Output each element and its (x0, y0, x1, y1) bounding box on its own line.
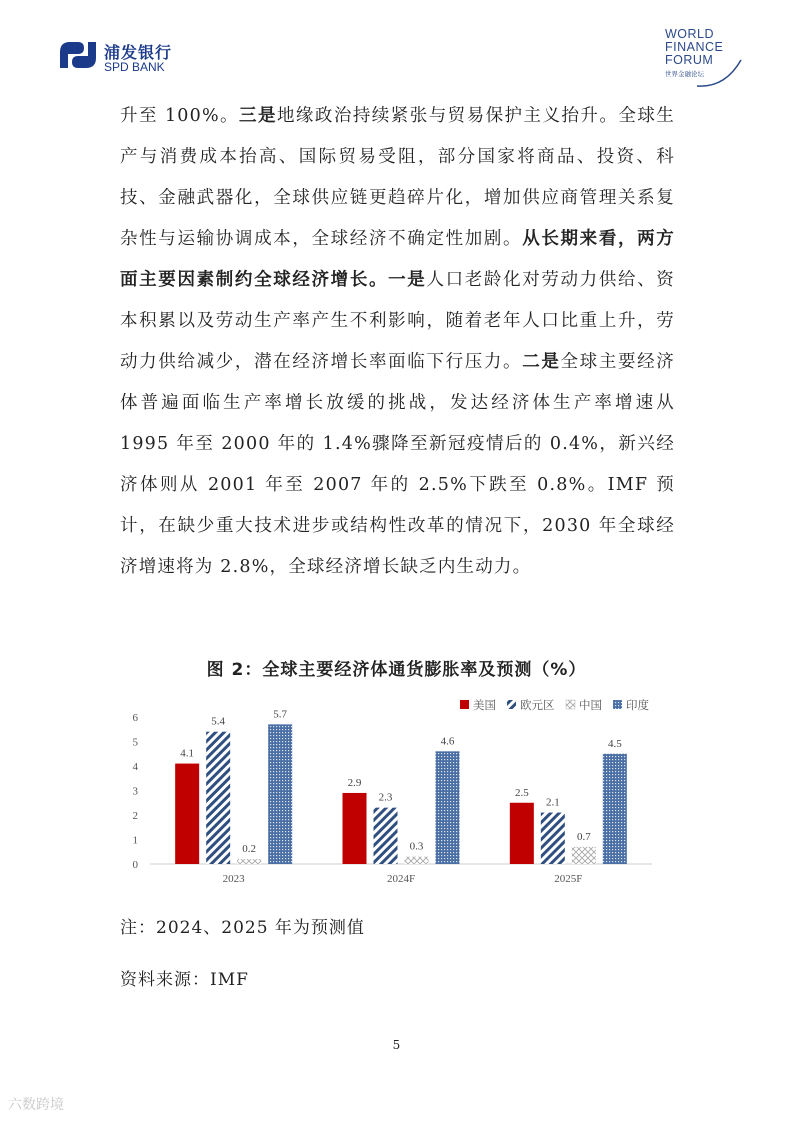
body-paragraph (120, 96, 675, 588)
bar-2-3 (603, 754, 627, 864)
data-label: 0.3 (409, 840, 424, 853)
data-label: 4.6 (440, 735, 455, 748)
y-tick-label: 2 (132, 810, 138, 822)
x-tick-label: 2025F (554, 873, 583, 885)
bar-0-1 (206, 732, 230, 864)
legend-swatch (507, 700, 516, 709)
legend-swatch (566, 700, 575, 709)
bar-2-2 (572, 847, 596, 864)
wff-line-1: WORLD (665, 27, 715, 41)
data-label: 0.2 (242, 843, 257, 856)
paragraph-text (120, 96, 675, 588)
y-tick-label: 1 (132, 834, 138, 847)
page-header (0, 0, 793, 100)
inflation-bar-chart (120, 690, 670, 890)
spd-bank-name: 浦发银行 (104, 43, 173, 62)
figure-title: 图 2：全球主要经济体通货膨胀率及预测（%） (206, 660, 587, 680)
legend-swatch (613, 700, 622, 709)
wff-arc-icon (695, 56, 745, 90)
data-label: 4.1 (180, 747, 195, 760)
data-label: 2.9 (347, 776, 362, 789)
spd-bank-logo-icon (58, 40, 98, 70)
run-3: 地缘政治持续紧张与贸易保护主义抬升。全球生产与消费成本抬高、国际贸易受阻，部分国家将商品、投资、科技、金融武器化，全球供应链更趋碎片化，增加供应商管理关系复杂性与运输协调成本，全球经济不确定性加剧。 (120, 106, 675, 249)
spd-bank-english-name: SPD BANK (104, 60, 165, 74)
x-tick-label: 2023 (222, 873, 245, 885)
wff-line-3: FORUM (665, 53, 714, 67)
bar-1-1 (374, 808, 398, 864)
y-tick-label: 5 (132, 736, 138, 749)
watermark-text: 六数跨境 (8, 1097, 64, 1113)
run-5: 人口老龄化对劳动力供给、资本积累以及劳动生产率产生不利影响，随着老年人口比重上升，劳动力供给减少，潜在经济增长率面临下行压力。 (120, 270, 675, 372)
data-label: 5.7 (273, 708, 288, 721)
legend-label: 印度 (626, 698, 649, 712)
wff-line-2: FINANCE (665, 40, 724, 54)
bar-2-1 (541, 813, 565, 864)
run-7: 全球主要经济体普遍面临生产率增长放缓的挑战，发达经济体生产率增速从 1995 年至 2000 年的 1.4%骤降至新冠疫情后的 0.4%，新兴经济体则从 2001 年至 2007 年的 2.5%下跌至 0.8%。IMF 预计，在缺少重大技术进步或结构性改革的情况下，2030 年全球经济增速将为 2.8%，全球经济增长缺乏内生动力。 (120, 352, 675, 577)
data-label: 5.4 (211, 715, 226, 728)
bar-0-3 (268, 724, 292, 864)
legend-label: 美国 (473, 698, 496, 712)
legend-label: 欧元区 (520, 698, 555, 712)
data-source: 资料来源：IMF (120, 970, 249, 990)
bar-0-2 (237, 859, 261, 864)
data-label: 2.3 (378, 791, 393, 804)
y-tick-label: 4 (132, 761, 138, 773)
y-tick-label: 3 (132, 785, 138, 798)
page-number: 5 (392, 1038, 401, 1052)
y-tick-label: 0 (132, 859, 138, 871)
data-label: 4.5 (607, 737, 622, 750)
bar-1-2 (405, 857, 429, 864)
x-tick-label: 2024F (386, 873, 416, 885)
y-tick-label: 6 (132, 712, 138, 724)
run-4: 从长期来看，两方面主要因素制约全球经济增长。一是 (120, 229, 675, 290)
wff-subtitle: 世界金融论坛 (665, 71, 704, 78)
bar-0-0 (175, 764, 199, 864)
run-6: 二是 (522, 352, 561, 372)
legend-swatch (460, 700, 469, 709)
data-label: 2.5 (514, 786, 529, 799)
run-1: 升至 100%。 (120, 106, 240, 126)
chart-note: 注：2024、2025 年为预测值 (120, 918, 365, 938)
bar-1-3 (436, 751, 460, 864)
run-2: 三是 (239, 106, 277, 126)
data-label: 2.1 (545, 796, 560, 809)
legend-label: 中国 (579, 698, 602, 712)
data-label: 0.7 (576, 830, 591, 843)
bar-1-0 (343, 793, 367, 864)
bar-2-0 (510, 803, 534, 864)
